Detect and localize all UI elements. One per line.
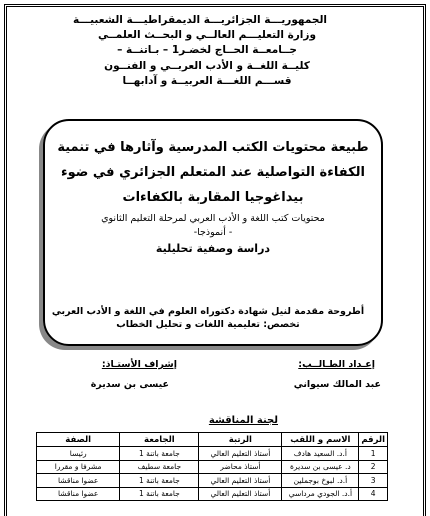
subtitle-line-1: محتويات كتب اللغة و الأدب العربي لمرحلة التعليم الثانوي [101,213,325,224]
table-row [37,487,388,501]
cell-university: جامعة باتنة 1 [120,487,199,501]
table-row [37,460,388,474]
student-label: إعـداد الطـالــب: [298,359,375,370]
col-role: الصفة [37,433,120,447]
col-number: الرقم [359,433,388,447]
supervisor-label: إشراف الأستـاذ: [101,359,177,370]
col-university: الجامعة [120,433,199,447]
committee-title: لجنة المناقشة [208,415,278,426]
cell-rank: أستاذ محاضر [199,460,282,474]
header-line-republic: الجمهوريـــة الجزائريـــة الديمقراطيـــة الشعبيـــة [73,14,327,26]
cell-rank: أستاذ التعليم العالي [199,447,282,461]
title-line-1: طبيعة محتويات الكتب المدرسية وآثارها في تنمية [57,140,369,155]
cell-name: أ.د. الجودي مرداسي [282,487,359,501]
title-line-3: بيداغوجيا المقاربة بالكفاءات [122,190,304,205]
cell-university: جامعة سطيف [120,460,199,474]
col-name: الاسم و اللقب [282,433,359,447]
institution-header [73,13,327,89]
cell-role: رئيسا [37,447,120,461]
table-row [37,474,388,488]
cell-role: عضوا مناقشا [37,474,120,488]
col-rank: الرتبة [199,433,282,447]
student-name: عبد المالك سيواني [293,379,381,390]
cell-rank: أستاذ التعليم العالي [199,487,282,501]
subtitle-line-2: - أنموذجا- [193,227,233,238]
cell-role: عضوا مناقشا [37,487,120,501]
committee-table [36,432,388,501]
cell-number: 4 [359,487,388,501]
cell-name: أ.د. لبوخ بوجملين [282,474,359,488]
header-line-faculty: كليــة اللغــة و الأدب العربــي و الفنــون [104,59,310,72]
thesis-subtitle [45,212,381,240]
cell-university: جامعة باتنة 1 [120,447,199,461]
thesis-title [45,135,381,210]
cell-name: أ.د. السعيد هادف [282,447,359,461]
thesis-statement [33,305,383,331]
cell-name: د. عيسى بن سديرة [282,460,359,474]
supervisor-name: عيسى بن سديرة [90,379,169,390]
header-line-ministry: وزارة التعليـــم العالــي و البحــث العلمــي [98,29,316,42]
cell-role: مشرفا و مقررا [37,460,120,474]
cell-rank: أستاذ التعليم العالي [199,474,282,488]
cell-number: 1 [359,447,388,461]
table-row [37,447,388,461]
table-header-row [37,433,388,447]
cell-university: جامعة باتنة 1 [120,474,199,488]
thesis-degree: أطروحة مقدمة لنيل شهادة دكتوراه العلوم في اللغة و الأدب العربي [51,306,365,317]
cell-number: 3 [359,474,388,488]
header-line-department: قســـم اللغـــة العربيــة و آدابهــا [122,74,292,87]
cell-number: 2 [359,460,388,474]
thesis-specialty: تخصص: تعليمية اللغات و تحليل الخطاب [116,319,300,330]
study-type: دراسة وصفية تحليلية [155,242,271,255]
title-line-2: الكفاءة التواصلية عند المتعلم الجزائري في ضوء [61,165,365,180]
header-line-university: جــامعــة الحــاج لخضـر1 – بـاتنــة – [117,44,297,57]
